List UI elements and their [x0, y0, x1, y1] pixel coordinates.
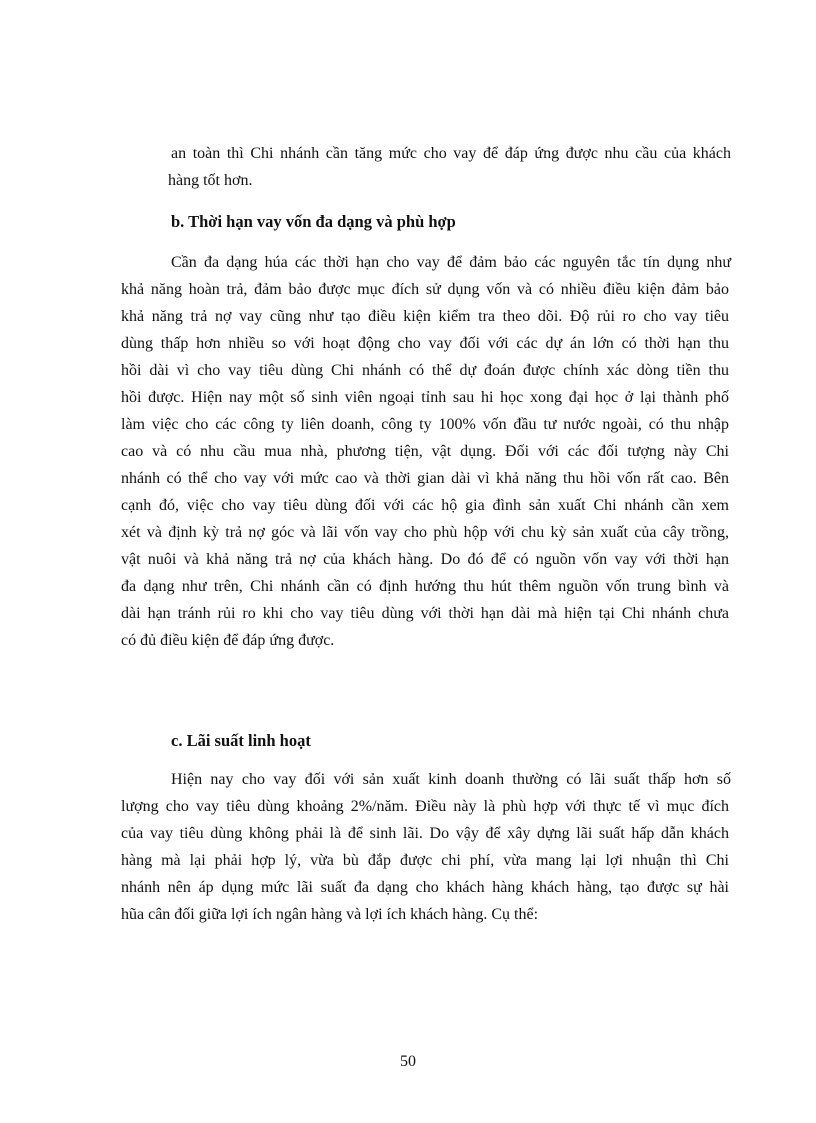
text-line: đa dạng như trên, Chi nhánh cần có định hướng thu hút thêm nguồn vốn trung bình và	[121, 578, 729, 595]
paragraph-b	[121, 249, 731, 654]
text-line: khả năng trả nợ vay cũng như tạo điều kiện kiểm tra theo dõi. Độ rủi ro cho vay tiêu	[121, 308, 729, 325]
text-line: của vay tiêu dùng không phải là để sinh lãi. Do vậy để xây dựng lãi suất hấp dẫn khách	[121, 825, 729, 842]
text-line: hồi dài vì cho vay tiêu dùng Chi nhánh có thể dự đoán được chính xác dòng tiền thu	[121, 362, 729, 379]
text-line: an toàn thì Chi nhánh cần tăng mức cho vay để đáp ứng được nhu cầu của khách	[171, 145, 731, 162]
text-line: khả năng hoàn trả, đảm bảo được mục đích sử dụng vốn và có nhiều điều kiện đảm bảo	[121, 281, 729, 298]
text-line: lượng cho vay tiêu dùng khoảng 2%/năm. Điều này là phù hợp với thực tế vì mục đích	[121, 798, 729, 815]
text-line: có đủ điều kiện để đáp ứng được.	[121, 632, 335, 649]
text-line: Hiện nay cho vay đối với sản xuất kinh doanh thường có lãi suất thấp hơn số	[171, 771, 731, 788]
page-number: 50	[400, 1053, 416, 1070]
text-line: cao và có nhu cầu mua nhà, phương tiện, vật dụng. Đối với các đối tượng này Chi	[121, 443, 729, 460]
text-line: hũa cân đối giữa lợi ích ngân hàng và lợi ích khách hàng. Cụ thể:	[121, 906, 539, 923]
text-line: nhánh nên áp dụng mức lãi suất đa dạng cho khách hàng khách hàng, tạo được sự hài	[121, 879, 729, 896]
text-line: hồi được. Hiện nay một số sinh viên ngoại tỉnh sau hi học xong đại học ở lại thành phố	[121, 389, 729, 406]
text-line: cạnh đó, việc cho vay tiêu dùng đối với các hộ gia đình sản xuất Chi nhánh cần xem	[121, 497, 729, 514]
section-heading-c: c. Lãi suất linh hoạt	[171, 731, 311, 750]
section-heading-b: b. Thời hạn vay vốn đa dạng và phù hợp	[171, 212, 456, 231]
text-line: dùng thấp hơn nhiều so với hoạt động cho vay đối với các dự án lớn có thời hạn thu	[121, 335, 729, 352]
text-line: Cần đa dạng húa các thời hạn cho vay để đảm bảo các nguyên tắc tín dụng như	[171, 254, 731, 271]
text-line: làm việc cho các công ty liên doanh, công ty 100% vốn đầu tư nước ngoài, có thu nhập	[121, 416, 729, 433]
text-line: nhánh có thể cho vay với mức cao và thời gian dài vì khả năng thu hồi vốn rất cao. Bên	[121, 470, 729, 487]
paragraph-c	[121, 766, 731, 928]
text-line: vật nuôi và khả năng trả nợ của khách hàng. Do đó để có nguồn vốn vay với thời hạn	[121, 551, 729, 568]
text-line: hàng mà lại phải hợp lý, vừa bù đắp được chi phí, vừa mang lại lợi nhuận thì Chi	[121, 852, 729, 869]
paragraph-intro	[168, 140, 731, 194]
text-line: hàng tốt hơn.	[168, 172, 253, 189]
text-line: xét và định kỳ trả nợ góc và lãi vốn vay cho phù hộp với chu kỳ sản xuất của cây trồng,	[121, 524, 729, 541]
text-line: dài hạn tránh rủi ro khi cho vay tiêu dùng với thời hạn dài mà hiện tại Chi nhánh chưa	[121, 605, 729, 622]
